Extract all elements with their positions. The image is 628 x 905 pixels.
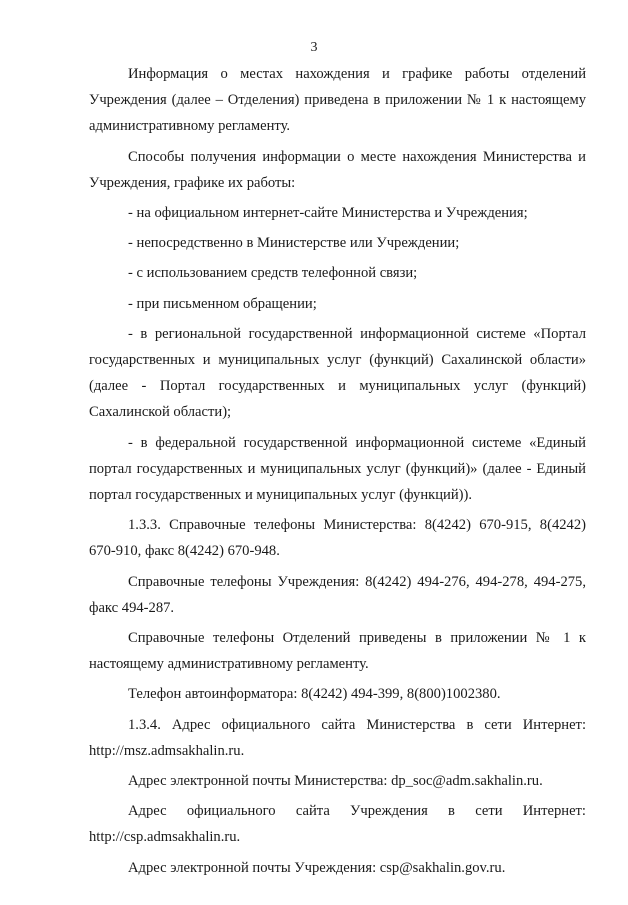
list-item xyxy=(89,430,586,509)
text-line: (далее - Портал государственных и муниципальных услуг (функций) xyxy=(89,378,586,395)
text-line: - непосредственно в Министерстве или Учреждении; xyxy=(128,235,460,252)
text-line: настоящему административному регламенту. xyxy=(89,656,369,673)
text-line: административному регламенту. xyxy=(89,118,291,135)
text-line: - при письменном обращении; xyxy=(128,295,317,312)
text-line: Справочные телефоны Отделений приведены в приложении № 1 к xyxy=(128,630,586,647)
text-line: Телефон автоинформатора: 8(4242) 494-399, 8(800)1002380. xyxy=(128,686,501,703)
text-line: Способы получения информации о месте нахождения Министерства и xyxy=(128,148,586,165)
list-item xyxy=(89,321,586,426)
paragraph-info-methods xyxy=(89,144,586,196)
text-line: Адрес электронной почты Учреждения: csp@sakhalin.gov.ru. xyxy=(128,859,506,876)
paragraph-autoinformer xyxy=(89,681,586,707)
text-line: портал государственных и муниципальных услуг (функций)). xyxy=(89,487,473,504)
text-line: Учреждения (далее – Отделения) приведена в приложении № 1 к настоящему xyxy=(89,92,586,109)
paragraph-offices-phones xyxy=(89,625,586,677)
text-line: http://csp.admsakhalin.ru. xyxy=(89,829,241,846)
paragraph-institution-website xyxy=(89,798,586,850)
paragraph-institution-email xyxy=(89,855,586,881)
list-item xyxy=(89,200,586,226)
text-line: 1.3.4. Адрес официального сайта Министерства в сети Интернет: xyxy=(128,716,586,733)
text-line: факс 494-287. xyxy=(89,599,175,616)
text-line: портал государственных и муниципальных услуг (функций)» (далее - Единый xyxy=(89,460,586,477)
text-line: http://msz.admsakhalin.ru. xyxy=(89,742,245,759)
paragraph-ministry-website xyxy=(89,712,586,764)
text-line: 1.3.3. Справочные телефоны Министерства: 8(4242) 670-915, 8(4242) xyxy=(128,517,586,534)
text-line: Адрес официального сайта Учреждения в сети Интернет: xyxy=(128,803,586,820)
document-body xyxy=(89,61,586,885)
text-line: Учреждения, графике их работы: xyxy=(89,174,296,191)
list-item xyxy=(89,230,586,256)
text-line: - с использованием средств телефонной связи; xyxy=(128,265,418,282)
text-line: Адрес электронной почты Министерства: dp_soc@adm.sakhalin.ru. xyxy=(128,773,543,790)
text-line: государственных и муниципальных услуг (функций) Сахалинской области» xyxy=(89,352,586,369)
text-line: - на официальном интернет-сайте Министерства и Учреждения; xyxy=(128,205,528,222)
page-number: 3 xyxy=(310,40,318,55)
text-line: Справочные телефоны Учреждения: 8(4242) 494-276, 494-278, 494-275, xyxy=(128,573,586,590)
text-line: - в региональной государственной информационной системе «Портал xyxy=(128,325,586,342)
text-line: - в федеральной государственной информационной системе «Единый xyxy=(128,434,586,451)
paragraph-institution-phones xyxy=(89,569,586,621)
list-item xyxy=(89,260,586,286)
paragraph-ministry-email xyxy=(89,768,586,794)
text-line: Сахалинской области); xyxy=(89,404,232,421)
paragraph-ministry-phones xyxy=(89,512,586,564)
paragraph-offices-info xyxy=(89,61,586,140)
text-line: 670-910, факс 8(4242) 670-948. xyxy=(89,543,280,560)
text-line: Информация о местах нахождения и графике работы отделений xyxy=(128,66,586,82)
list-item xyxy=(89,291,586,317)
